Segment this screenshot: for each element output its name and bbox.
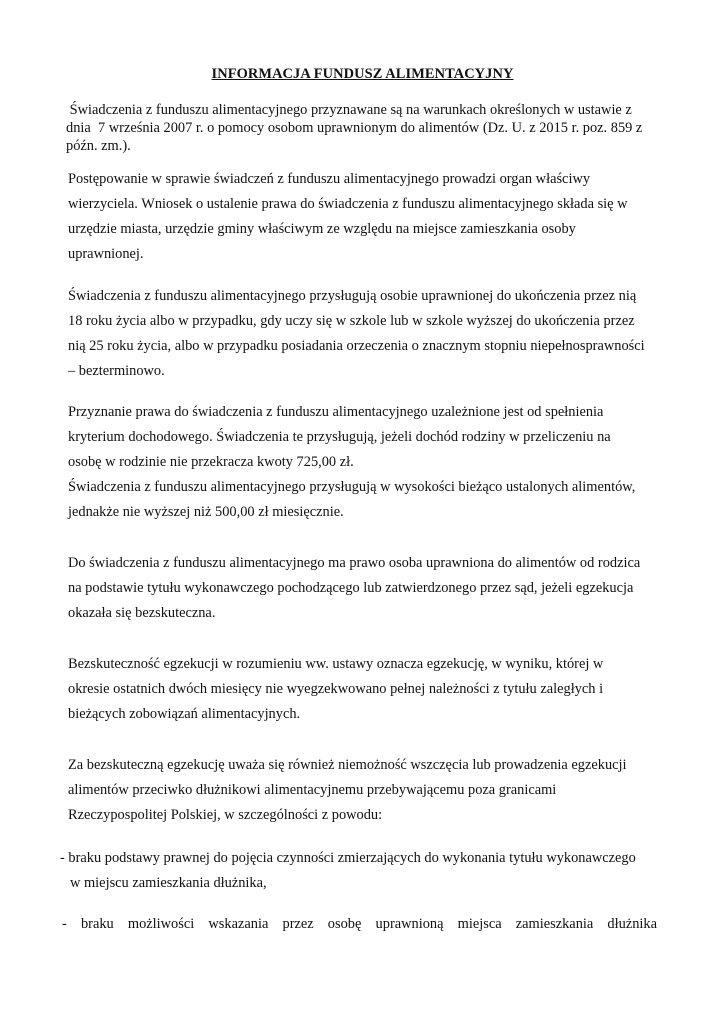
bullet-line: - braku podstawy prawnej do pojęcia czynności zmierzających do wykonania tytułu wykonawczego bbox=[60, 850, 636, 866]
document-title: INFORMACJA FUNDUSZ ALIMENTACYJNY bbox=[211, 66, 514, 82]
intro-line: Świadczenia z funduszu alimentacyjnego przyznawane są na warunkach określonych w ustawie z bbox=[66, 102, 632, 118]
intro-line: późn. zm.). bbox=[66, 138, 131, 154]
bullet-line: w miejscu zamieszkania dłużnika, bbox=[70, 875, 267, 891]
paragraph-line: osobę w rodzinie nie przekracza kwoty 725,00 zł. bbox=[68, 454, 354, 470]
paragraph-line: okazała się bezskuteczna. bbox=[68, 605, 216, 621]
paragraph-line: – bezterminowo. bbox=[68, 363, 165, 379]
intro-line: dnia 7 września 2007 r. o pomocy osobom uprawnionym do alimentów (Dz. U. z 2015 r. poz. 859 z bbox=[66, 120, 643, 136]
paragraph-line: uprawnionej. bbox=[68, 246, 144, 262]
paragraph-procedure bbox=[68, 167, 664, 267]
intro-paragraph bbox=[66, 101, 666, 155]
paragraph-income-criterion bbox=[68, 400, 664, 525]
paragraph-line: Rzeczypospolitej Polskiej, w szczególności z powodu: bbox=[68, 807, 383, 823]
paragraph-line: Przyznanie prawa do świadczenia z funduszu alimentacyjnego uzależnione jest od spełnienia bbox=[68, 404, 604, 420]
paragraph-line: alimentów przeciwko dłużnikowi alimentacyjnemu przebywającemu poza granicami bbox=[68, 782, 557, 798]
paragraph-line: bieżących zobowiązań alimentacyjnych. bbox=[68, 706, 301, 722]
paragraph-line: urzędzie miasta, urzędzie gminy właściwym ze względu na miejsce zamieszkania osoby bbox=[68, 221, 576, 237]
bullet-item bbox=[60, 846, 660, 896]
paragraph-line: jednakże nie wyższej niż 500,00 zł miesięcznie. bbox=[68, 504, 344, 520]
paragraph-ineffective-enforcement bbox=[68, 652, 664, 727]
paragraph-line: na podstawie tytułu wykonawczego pochodzącego lub zatwierdzonego przez sąd, jeżeli egzekucja bbox=[68, 580, 634, 596]
paragraph-eligibility-age bbox=[68, 284, 664, 384]
paragraph-line: Bezskuteczność egzekucji w rozumieniu ww. ustawy oznacza egzekucję, w wyniku, której w bbox=[68, 656, 604, 672]
paragraph-line: nią 25 roku życia, albo w przypadku posiadania orzeczenia o znacznym stopniu niepełnosprawności bbox=[68, 338, 645, 354]
paragraph-line: Świadczenia z funduszu alimentacyjnego przysługują osobie uprawnionej do ukończenia przez nią bbox=[68, 288, 637, 304]
paragraph-line: 18 roku życia albo w przypadku, gdy uczy się w szkole lub w szkole wyższej do ukończenia przez bbox=[68, 313, 635, 329]
paragraph-line: Postępowanie w sprawie świadczeń z funduszu alimentacyjnego prowadzi organ właściwy bbox=[68, 171, 591, 187]
paragraph-line: Do świadczenia z funduszu alimentacyjnego ma prawo osoba uprawniona do alimentów od rodzica bbox=[68, 555, 641, 571]
paragraph-abroad-enforcement bbox=[68, 753, 664, 828]
paragraph-line: Za bezskuteczną egzekucję uważa się również niemożność wszczęcia lub prowadzenia egzekucji bbox=[68, 757, 627, 773]
paragraph-line: Świadczenia z funduszu alimentacyjnego przysługują w wysokości bieżąco ustalonych alimentów, bbox=[68, 479, 636, 495]
paragraph-right-to-benefit bbox=[68, 551, 664, 626]
paragraph-line: kryterium dochodowego. Świadczenia te przysługują, jeżeli dochód rodziny w przeliczeniu na bbox=[68, 429, 611, 445]
paragraph-line: wierzyciela. Wniosek o ustalenie prawa do świadczenia z funduszu alimentacyjnego składa się w bbox=[68, 196, 628, 212]
paragraph-line: okresie ostatnich dwóch miesięcy nie wyegzekwowano pełnej należności z tytułu zaległych i bbox=[68, 681, 604, 697]
bullet-item: - braku możliwości wskazania przez osobę uprawnioną miejsca zamieszkania dłużnika bbox=[62, 916, 657, 932]
